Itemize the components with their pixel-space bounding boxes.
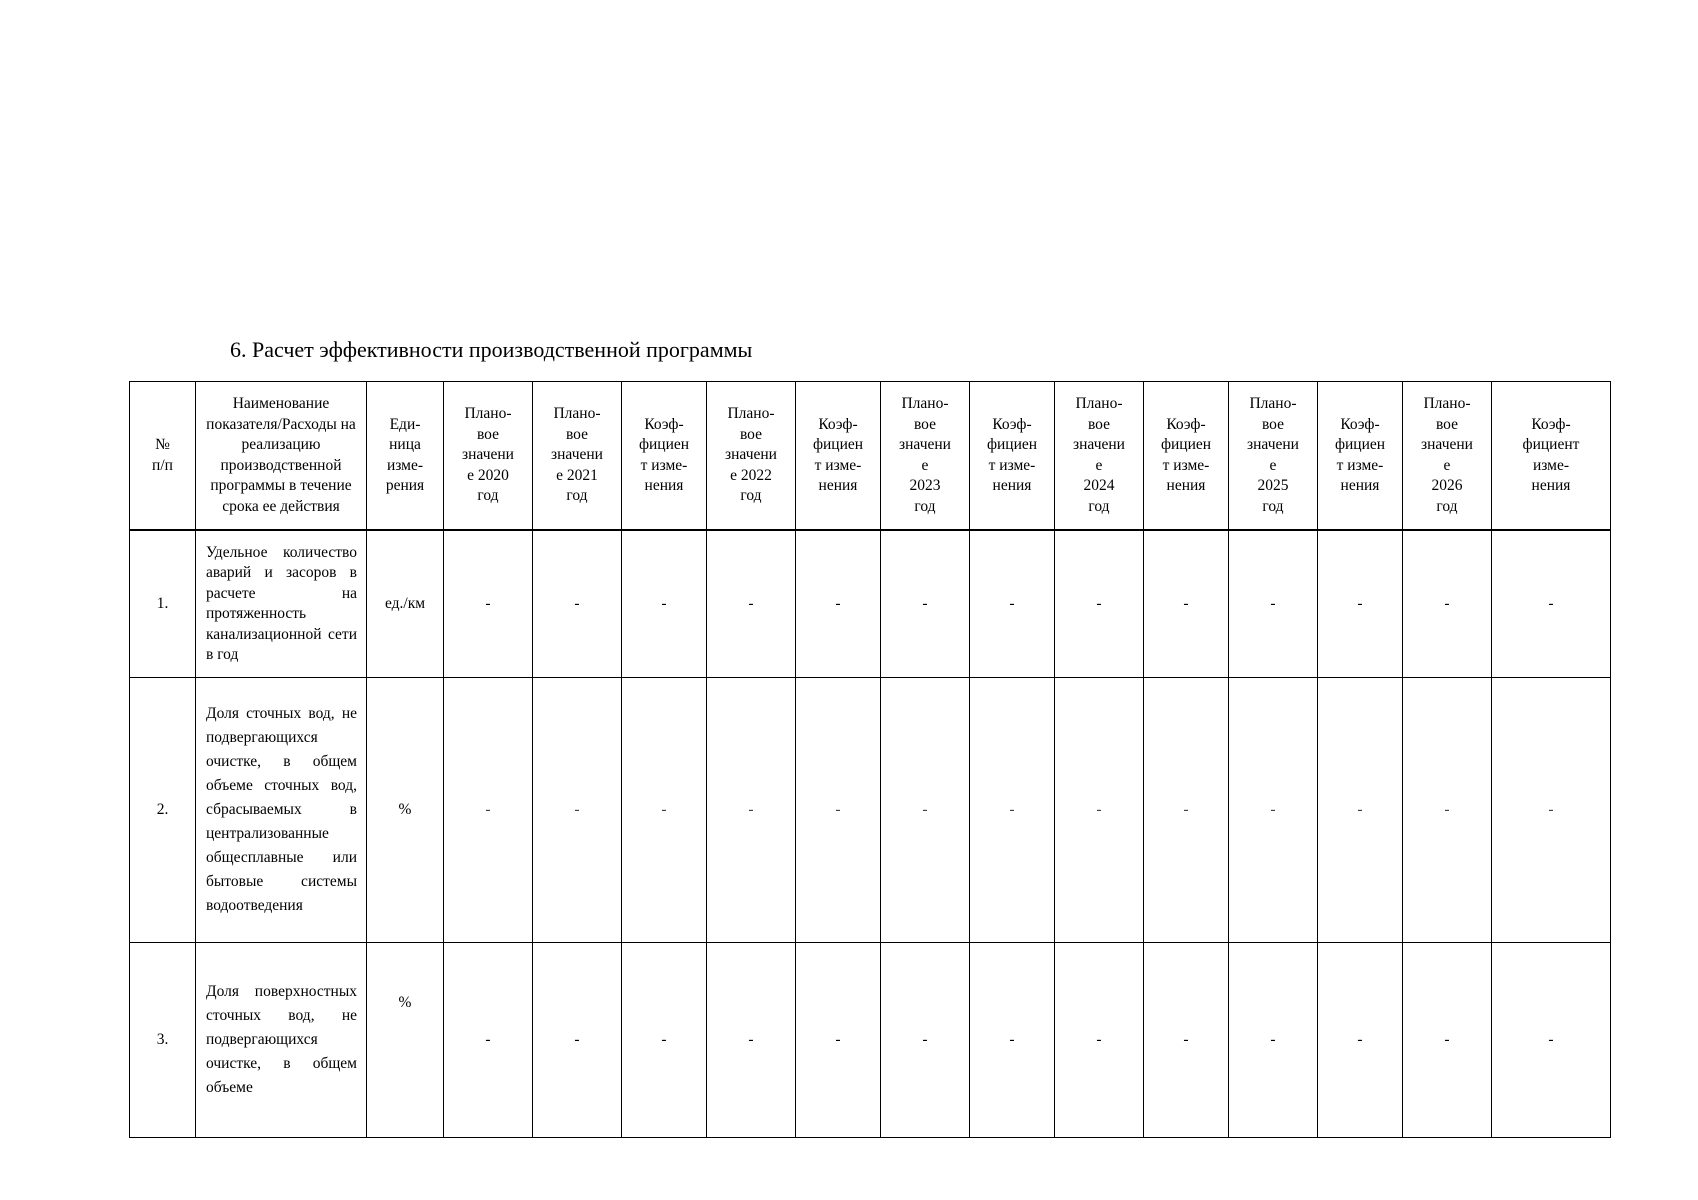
- header-plan-2025: Плано- вое значени е 2025 год: [1229, 382, 1318, 531]
- table-cell: -: [881, 943, 970, 1138]
- header-coef-2026: Коэф- фициент изме- нения: [1492, 382, 1611, 531]
- table-cell: -: [1229, 678, 1318, 943]
- header-coef-2021: Коэф- фициен т изме- нения: [622, 382, 707, 531]
- row-indicator-name: Доля поверхностных сточных вод, не подвергающихся очистке, в общем объеме: [196, 943, 367, 1138]
- efficiency-table: [129, 381, 1611, 1138]
- table-cell: -: [622, 678, 707, 943]
- table-cell: -: [1055, 530, 1144, 678]
- table-cell: -: [1055, 943, 1144, 1138]
- header-plan-2026: Плано- вое значени е 2026 год: [1403, 382, 1492, 531]
- header-row: [130, 382, 1611, 531]
- table-cell: -: [1144, 678, 1229, 943]
- table-cell: -: [796, 678, 881, 943]
- table-cell: -: [1318, 678, 1403, 943]
- table-row: [130, 530, 1611, 678]
- table-cell: -: [1403, 943, 1492, 1138]
- table-cell: -: [1318, 530, 1403, 678]
- table-cell: -: [881, 678, 970, 943]
- row-indicator-name: Удельное количество аварий и засоров в расчете на протяженность канализационной сети в год: [196, 530, 367, 678]
- header-indicator-name: Наименование показателя/Расходы на реализацию производственной программы в течение срока ее действия: [196, 382, 367, 531]
- header-coef-2023: Коэф- фициен т изме- нения: [970, 382, 1055, 531]
- table-cell: -: [796, 943, 881, 1138]
- row-num: 3.: [130, 943, 196, 1138]
- header-plan-2020: Плано- вое значени е 2020 год: [444, 382, 533, 531]
- header-plan-2021: Плано- вое значени е 2021 год: [533, 382, 622, 531]
- table-cell: -: [444, 530, 533, 678]
- header-unit: Еди- ница изме- рения: [367, 382, 444, 531]
- table-cell: -: [970, 530, 1055, 678]
- table-cell: -: [970, 678, 1055, 943]
- table-row: [130, 943, 1611, 1138]
- header-coef-2025: Коэф- фициен т изме- нения: [1318, 382, 1403, 531]
- table-cell: -: [970, 943, 1055, 1138]
- header-coef-2024: Коэф- фициен т изме- нения: [1144, 382, 1229, 531]
- header-plan-2024: Плано- вое значени е 2024 год: [1055, 382, 1144, 531]
- header-plan-2022: Плано- вое значени е 2022 год: [707, 382, 796, 531]
- table-row: [130, 678, 1611, 943]
- table-cell: -: [707, 943, 796, 1138]
- table-cell: -: [622, 943, 707, 1138]
- table-cell: -: [1403, 678, 1492, 943]
- table-cell: -: [707, 678, 796, 943]
- table-cell: -: [533, 530, 622, 678]
- table-cell: -: [1144, 943, 1229, 1138]
- table-cell: -: [1229, 943, 1318, 1138]
- row-unit: %: [367, 678, 444, 943]
- row-indicator-name: Доля сточных вод, не подвергающихся очистке, в общем объеме сточных вод, сбрасываемых в централизованные общесплавные или бытовые системы водоотведения: [196, 678, 367, 943]
- header-plan-2023: Плано- вое значени е 2023 год: [881, 382, 970, 531]
- table-cell: -: [1055, 678, 1144, 943]
- row-unit: ед./км: [367, 530, 444, 678]
- table-cell: -: [881, 530, 970, 678]
- table-cell: -: [1492, 678, 1611, 943]
- row-unit: %: [367, 943, 444, 1138]
- table-cell: -: [1492, 530, 1611, 678]
- row-num: 1.: [130, 530, 196, 678]
- row-num: 2.: [130, 678, 196, 943]
- table-cell: -: [444, 678, 533, 943]
- table-cell: -: [1229, 530, 1318, 678]
- table-cell: -: [1492, 943, 1611, 1138]
- table-cell: -: [1144, 530, 1229, 678]
- table-cell: -: [1403, 530, 1492, 678]
- table-cell: -: [533, 678, 622, 943]
- table-cell: -: [707, 530, 796, 678]
- table-cell: -: [1318, 943, 1403, 1138]
- table-cell: -: [796, 530, 881, 678]
- section-title: 6. Расчет эффективности производственной программы: [230, 337, 753, 362]
- table-cell: -: [533, 943, 622, 1138]
- header-num: № п/п: [130, 382, 196, 531]
- table-cell: -: [444, 943, 533, 1138]
- header-coef-2022: Коэф- фициен т изме- нения: [796, 382, 881, 531]
- table-cell: -: [622, 530, 707, 678]
